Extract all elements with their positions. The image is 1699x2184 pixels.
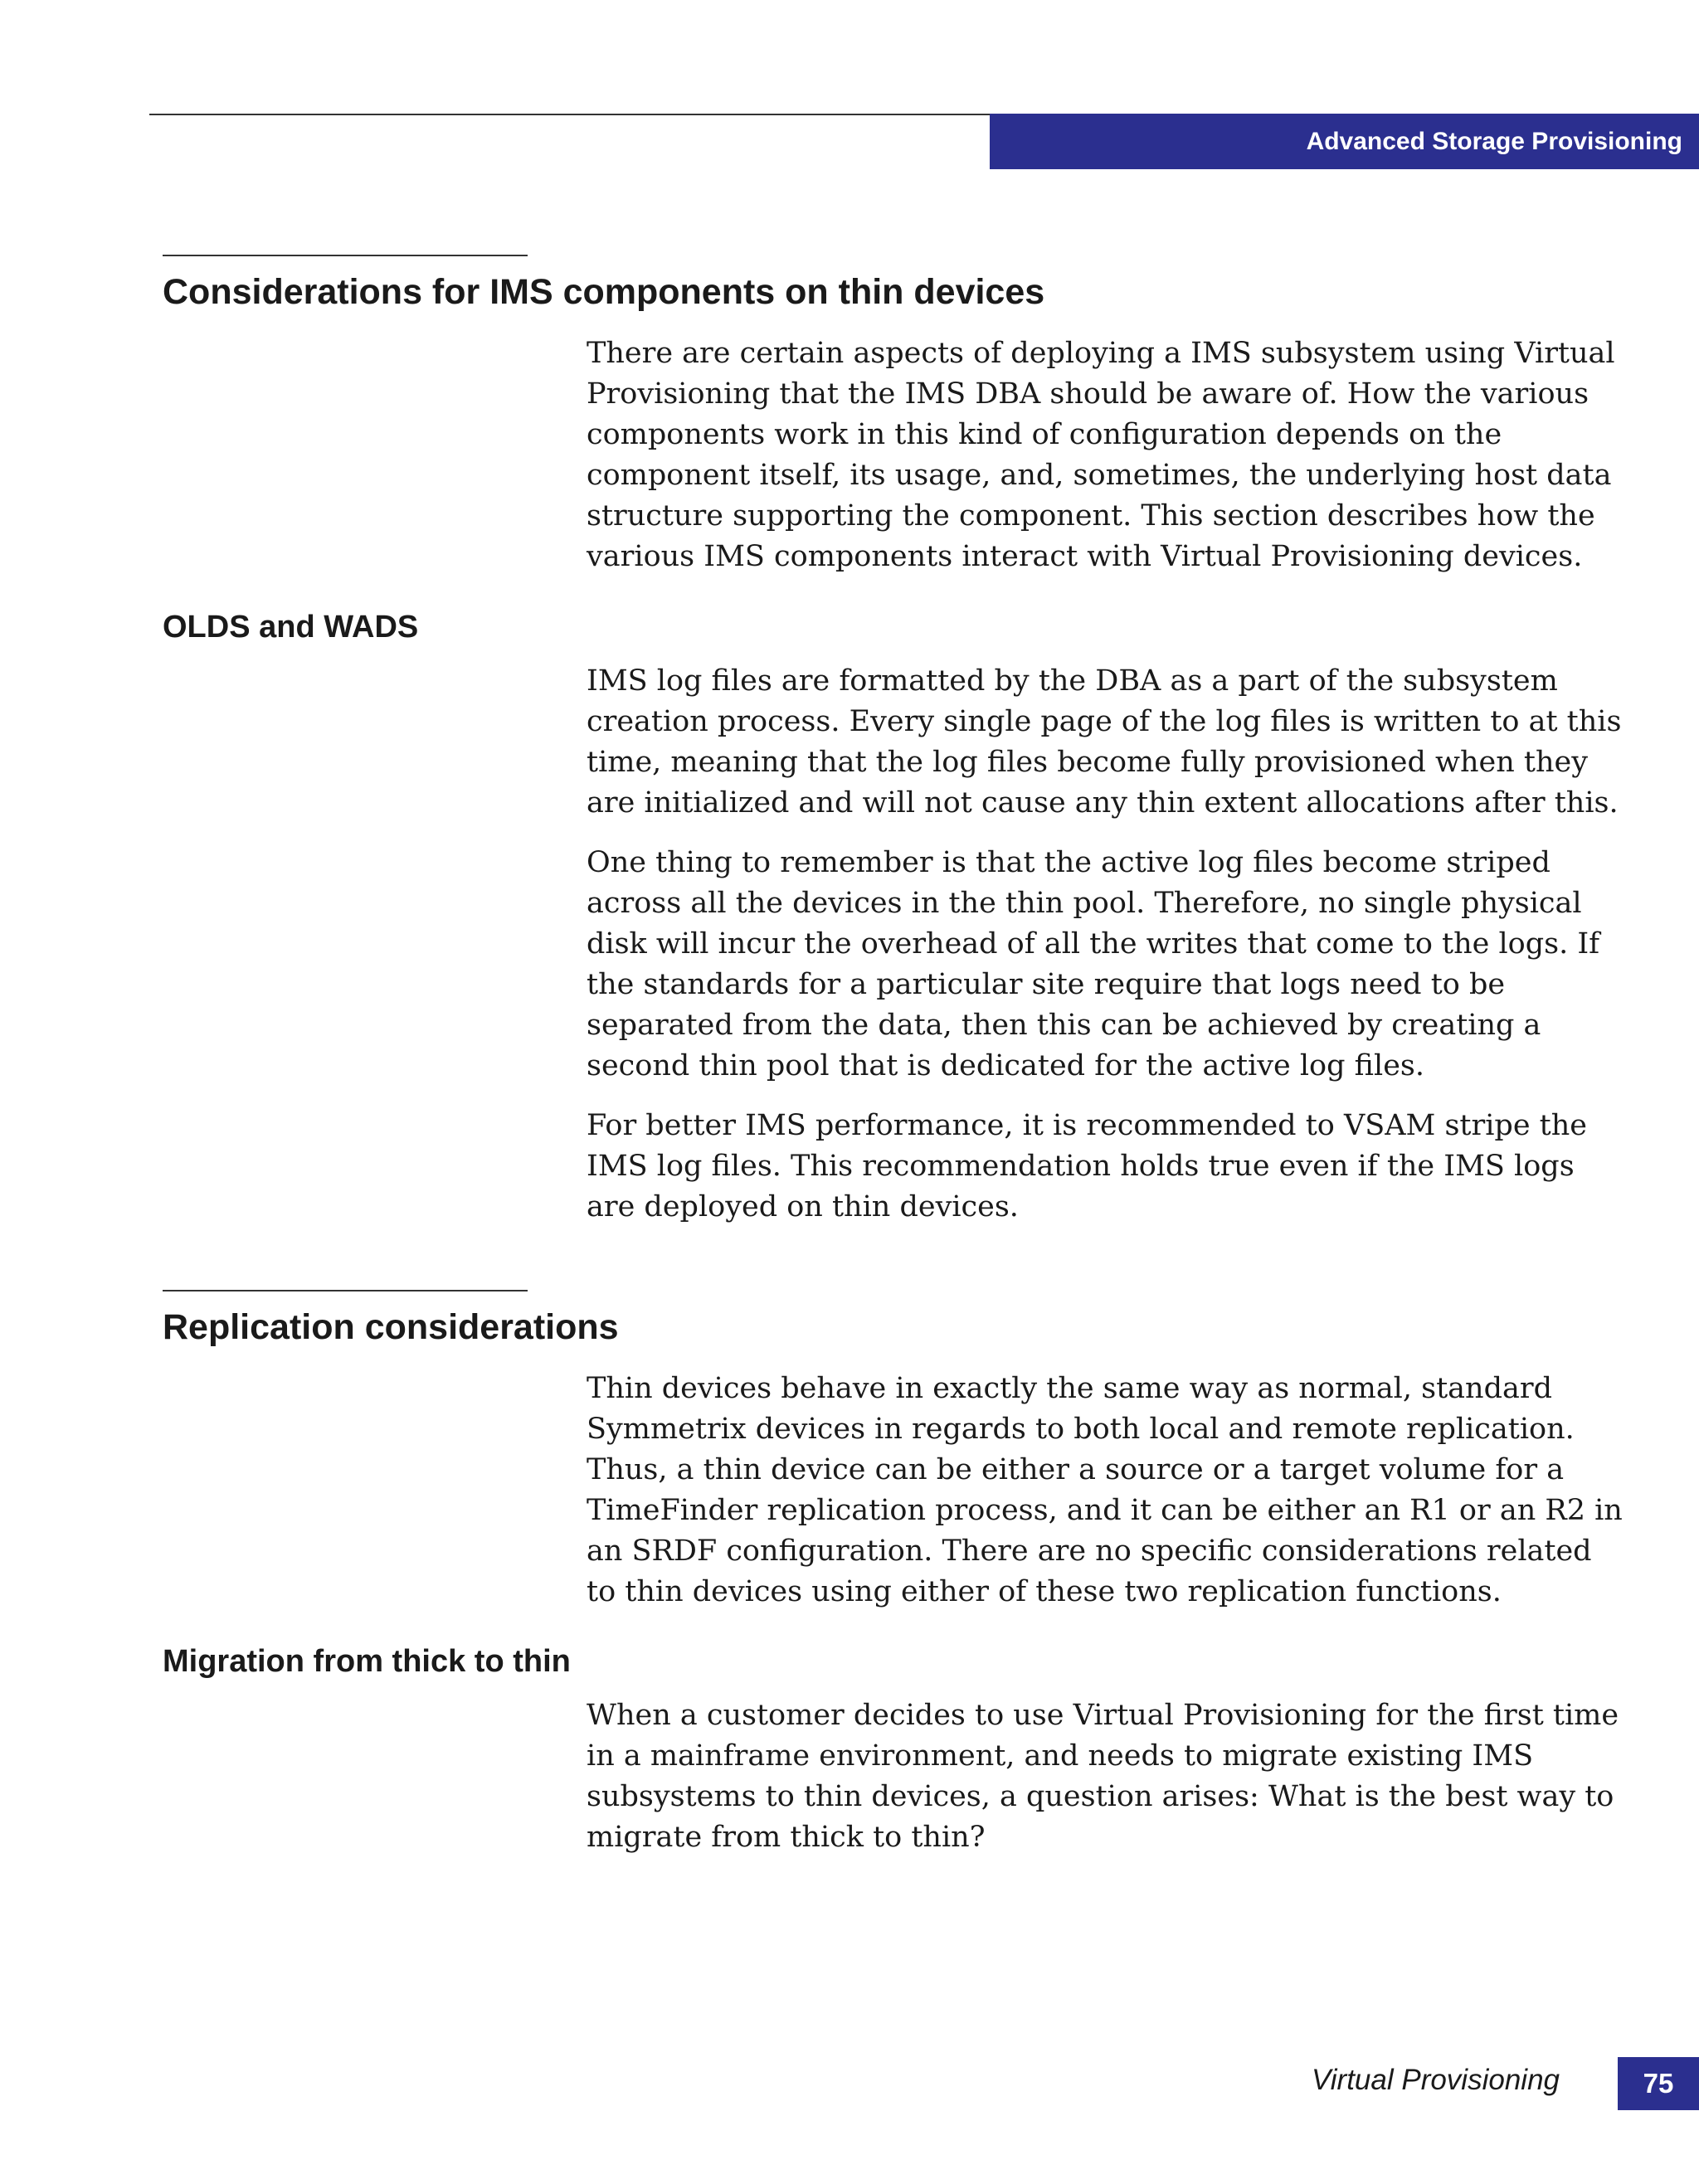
chapter-title: Advanced Storage Provisioning	[1306, 128, 1682, 155]
paragraph-olds-3: For better IMS performance, it is recommended to VSAM stripe the IMS log files. This recommendation holds true even if the IMS logs are deployed on thin devices.	[587, 1109, 1587, 1223]
heading-olds-wads: OLDS and WADS	[163, 610, 419, 644]
page-number: 75	[1643, 2068, 1674, 2099]
heading-ims-components: Considerations for IMS components on thin devices	[163, 272, 1045, 312]
paragraph-replication-intro: Thin devices behave in exactly the same way as normal, standard Symmetrix devices in regards to both local and remote replication. Thus, a thin device can be either a source or a target volume for a TimeFinder replication process, and it can be either an R1 or an R2 in an SRDF configuration. There are no specific considerations related to thin devices using either of these two replication functions.	[587, 1372, 1623, 1608]
footer-book-title: Virtual Provisioning	[1312, 2064, 1560, 2096]
paragraph-olds-2: One thing to remember is that the active log files become striped across all the devices in the thin pool. Therefore, no single physical disk will incur the overhead of all the writes that come to the logs. If the standards for a particular site require that logs need to be separated from the data, then this can be achieved by creating a second thin pool that is dedicated for the active log files.	[587, 846, 1600, 1082]
header-rule	[149, 114, 991, 115]
heading-replication: Replication considerations	[163, 1307, 619, 1347]
chapter-header-bar	[990, 114, 1699, 169]
page-number-badge	[1618, 2057, 1699, 2110]
paragraph-migration: When a customer decides to use Virtual Provisioning for the first time in a mainframe environment, and needs to migrate existing IMS subsystems to thin devices, a question arises: What is the best way to migrate from thick to thin?	[587, 1699, 1619, 1854]
paragraph-olds-1: IMS log files are formatted by the DBA as a part of the subsystem creation process. Every single page of the log files is written to at this time, meaning that the log files become fully provisioned when they are initialized and will not cause any thin extent allocations after this.	[587, 664, 1622, 820]
section-rule-ims	[163, 255, 528, 256]
section-rule-replication	[163, 1290, 528, 1291]
paragraph-ims-intro: There are certain aspects of deploying a IMS subsystem using Virtual Provisioning that the IMS DBA should be aware of. How the various components work in this kind of configuration depends on the component itself, its usage, and, sometimes, the underlying host data structure supporting the component. This section describes how the various IMS components interact with Virtual Provisioning devices.	[587, 337, 1615, 573]
heading-migration: Migration from thick to thin	[163, 1644, 571, 1679]
